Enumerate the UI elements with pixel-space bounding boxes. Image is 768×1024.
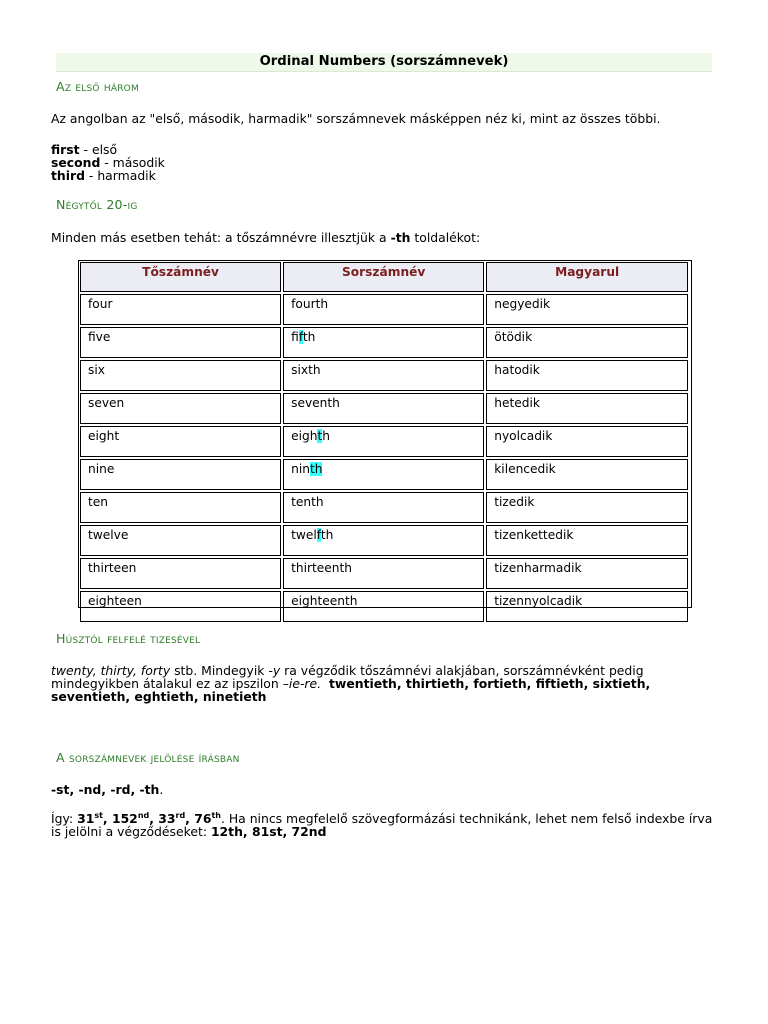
table-row — [80, 393, 688, 424]
table-row — [80, 591, 688, 622]
intro-paragraph: Az angolban az "első, második, harmadik" sorszámnevek másképpen néz ki, mint az összes többi. — [51, 111, 661, 126]
hungarian-word: - első — [79, 142, 118, 157]
table-row — [80, 360, 688, 391]
section-heading-tens: Húsztól felfelé tizesével — [56, 631, 201, 646]
ordinal-cell: twelfth — [283, 525, 484, 556]
cardinal-cell: nine — [80, 459, 281, 490]
highlight-mark: f — [298, 330, 303, 344]
table-row — [80, 294, 688, 325]
ordinal-cell: fourth — [283, 294, 484, 325]
hungarian-cell: tizenharmadik — [486, 558, 688, 589]
table-row — [80, 459, 688, 490]
hungarian-word: - második — [100, 155, 165, 170]
section-heading-four-to-twenty: Négytől 20-ig — [56, 197, 138, 212]
highlight-mark: t — [317, 429, 323, 443]
list-item — [51, 169, 721, 182]
ordinal-cell: thirteenth — [283, 558, 484, 589]
cardinal-cell: thirteen — [80, 558, 281, 589]
hungarian-cell: hetedik — [486, 393, 688, 424]
table-header-row — [80, 262, 688, 292]
english-word: third — [51, 168, 85, 183]
hungarian-cell: ötödik — [486, 327, 688, 358]
hungarian-word: - harmadik — [84, 168, 156, 183]
ordinal-cell: fifth — [283, 327, 484, 358]
table-row — [80, 426, 688, 457]
page-title: Ordinal Numbers (sorszámnevek) — [56, 53, 712, 72]
hungarian-cell: tizennyolcadik — [486, 591, 688, 622]
table-row — [80, 558, 688, 589]
tens-paragraph: twenty, thirty, forty stb. Mindegyik -y ra végződik tőszámnévi alakjában, sorszámnévként pedig mindegyikben átalakul ez az ipszilon –ie-re. twentieth, thirtieth, fortieth, fiftieth, sixtieth, seventieth, eghtieth, ninetieth — [51, 663, 651, 704]
ordinal-cell: tenth — [283, 492, 484, 523]
table-row — [80, 525, 688, 556]
table-row — [80, 492, 688, 523]
cardinal-cell: seven — [80, 393, 281, 424]
english-word: first — [51, 142, 80, 157]
cardinal-cell: eight — [80, 426, 281, 457]
cardinal-cell: eighteen — [80, 591, 281, 622]
section-heading-writing: A sorszámnevek jelölése írásban — [56, 750, 240, 765]
hungarian-cell: kilencedik — [486, 459, 688, 490]
ordinal-cell: seventh — [283, 393, 484, 424]
cardinal-cell: four — [80, 294, 281, 325]
examples-paragraph: Így: 31st, 152nd, 33rd, 76th. Ha nincs megfelelő szövegformázási technikánk, lehet nem felső indexbe írva is jelölni a végződéseket: 12th, 81st, 72nd — [51, 810, 713, 839]
suffix-list: -st, -nd, -rd, -th. — [51, 782, 164, 797]
ordinal-cell: eighth — [283, 426, 484, 457]
ordinal-cell: ninth — [283, 459, 484, 490]
hungarian-cell: tizenkettedik — [486, 525, 688, 556]
cardinal-cell: twelve — [80, 525, 281, 556]
english-word: second — [51, 155, 101, 170]
table-row — [80, 327, 688, 358]
cardinal-cell: ten — [80, 492, 281, 523]
column-header-cardinal: Tőszámnév — [80, 262, 281, 292]
column-header-hungarian: Magyarul — [486, 262, 688, 292]
cardinal-cell: five — [80, 327, 281, 358]
section-heading-first-three: Az első három — [56, 79, 139, 94]
hungarian-cell: negyedik — [486, 294, 688, 325]
highlight-mark: f — [316, 528, 321, 542]
rule-paragraph: Minden más esetben tehát: a tőszámnévre illesztjük a -th toldalékot: — [51, 230, 481, 245]
column-header-ordinal: Sorszámnév — [283, 262, 484, 292]
hungarian-cell: nyolcadik — [486, 426, 688, 457]
first-three-list — [51, 143, 721, 182]
hungarian-cell: tizedik — [486, 492, 688, 523]
cardinal-cell: six — [80, 360, 281, 391]
hungarian-cell: hatodik — [486, 360, 688, 391]
ordinal-cell: eighteenth — [283, 591, 484, 622]
highlight-mark: th — [309, 462, 323, 476]
ordinal-table — [78, 260, 692, 608]
ordinal-cell: sixth — [283, 360, 484, 391]
